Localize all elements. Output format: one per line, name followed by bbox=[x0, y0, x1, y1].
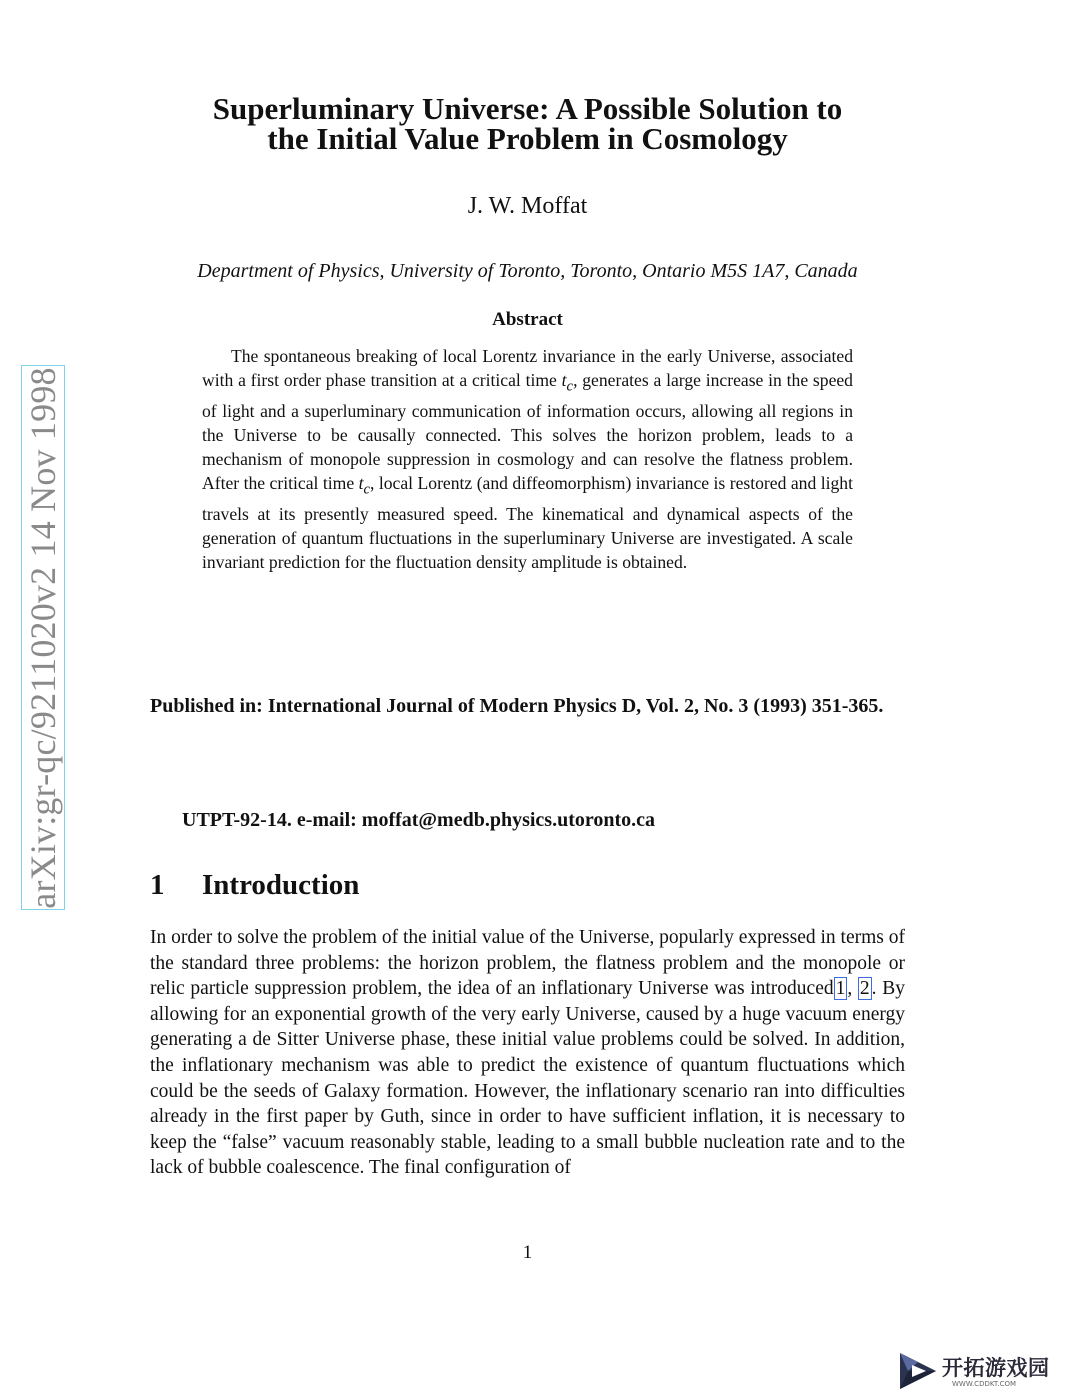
section-heading bbox=[150, 869, 359, 902]
watermark-text: 开拓游戏园 bbox=[942, 1356, 1050, 1380]
page-number: 1 bbox=[522, 1242, 533, 1263]
author-name: J. W. Moffat bbox=[467, 193, 588, 219]
arxiv-identifier-stamp[interactable] bbox=[21, 365, 65, 910]
author-affiliation: Department of Physics, University of Toronto, Toronto, Ontario M5S 1A7, Canada bbox=[197, 260, 858, 282]
watermark-logo-icon bbox=[896, 1349, 940, 1393]
citation-link-1[interactable]: 1 bbox=[835, 978, 846, 1000]
abstract-text-part-1: The spontaneous breaking of local Lorentz invariance in the early Universe, associated with a first order phase transition at a critical time bbox=[202, 346, 853, 391]
site-watermark bbox=[896, 1347, 1070, 1395]
math-var-t: t bbox=[358, 472, 364, 493]
report-number-email: UTPT-92-14. e-mail: moffat@medb.physics.utoronto.ca bbox=[182, 809, 656, 831]
intro-text-part-1: In order to solve the problem of the initial value of the Universe, popularly expressed in terms of the standard three problems: the horizon problem, the flatness problem and the monopole or relic particle suppression problem, the idea of an inflationary Universe was introduced bbox=[150, 927, 905, 1000]
paper-title-line-1: Superluminary Universe: A Possible Solution to bbox=[212, 91, 843, 126]
citation-separator: , bbox=[847, 978, 858, 1000]
math-var-t: t bbox=[561, 370, 567, 391]
math-subscript-c-text: c bbox=[566, 378, 574, 395]
abstract-text-part-2: , generates a large increase in the speed of light and a superluminary communication of information occurs, allowing all regions in the Universe to be causally connected. This solves the horizon problem, leads to a mechanism of monopole suppression in cosmology and can resolve the flatness problem. After the critical time bbox=[202, 370, 853, 493]
citation-link-2[interactable]: 2 bbox=[859, 978, 870, 1000]
section-number: 1 bbox=[150, 869, 165, 901]
abstract-text-part-3: , local Lorentz (and diffeomorphism) invariance is restored and light travels at its presently measured speed. The kinematical and dynamical aspects of the generation of quantum fluctuations in the superluminary Universe are investigated. A scale invariant prediction for the fluctuation density amplitude is obtained. bbox=[202, 472, 853, 572]
introduction-paragraph bbox=[150, 925, 905, 1181]
paper-title bbox=[150, 91, 905, 156]
paper-title-line-2: the Initial Value Problem in Cosmology bbox=[267, 121, 788, 156]
intro-text-part-2: . By allowing for an exponential growth of the very early Universe, caused by a huge vacuum energy generating a de Sitter Universe phase, these initial value problems could be solved. In addition, the inflationary mechanism was able to predict the existence of quantum fluctuations which could be the seeds of Galaxy formation. However, the inflationary scenario ran into difficulties already in the first paper by Guth, since in order to have sufficient inflation, it is necessary to keep the “false” vacuum reasonably stable, leading to a small bubble nucleation rate and to the lack of bubble coalescence. The final configuration of bbox=[150, 978, 905, 1179]
abstract-text bbox=[202, 344, 853, 574]
abstract-heading: Abstract bbox=[492, 309, 563, 330]
watermark-url: WWW.CDDKT.COM bbox=[952, 1380, 1017, 1388]
math-subscript-c-text: c bbox=[363, 481, 370, 498]
section-title: Introduction bbox=[202, 869, 360, 901]
arxiv-identifier-text: arXiv:gr-qc/9211020v2 14 Nov 1998 bbox=[23, 366, 63, 909]
publication-note: Published in: International Journal of Modern Physics D, Vol. 2, No. 3 (1993) 351-365. bbox=[150, 695, 884, 717]
